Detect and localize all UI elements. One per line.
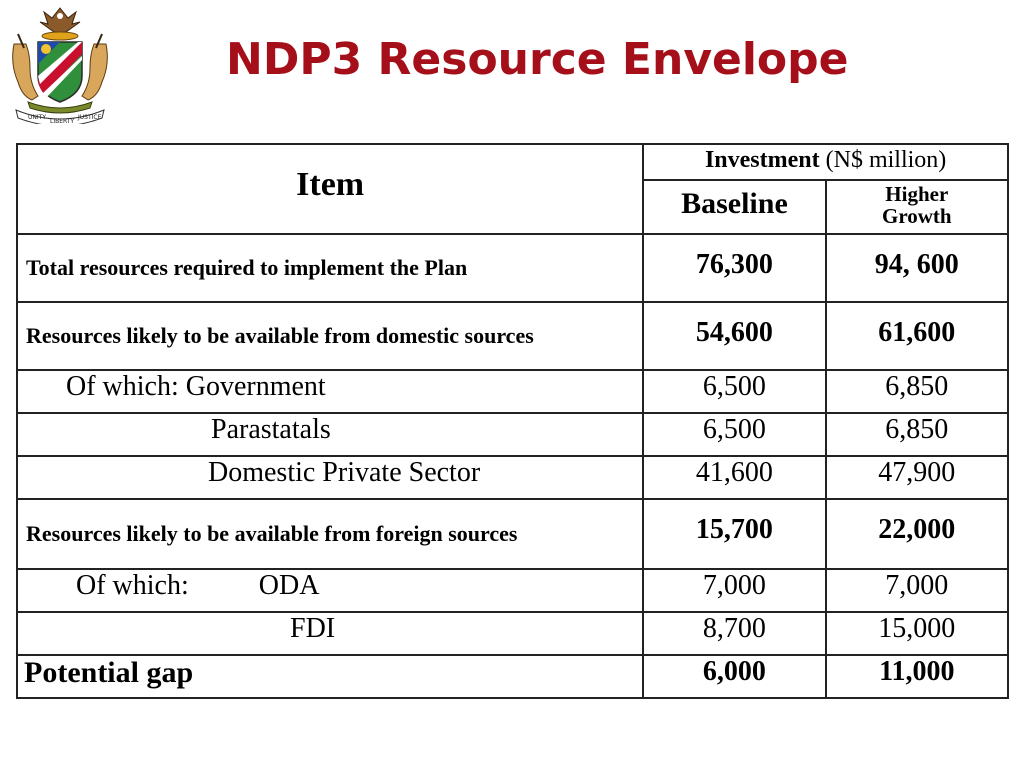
row-higher: 11,000: [826, 655, 1008, 698]
row-higher: 7,000: [826, 569, 1008, 612]
row-label: Parastatals: [17, 413, 643, 456]
table-row: [17, 370, 1008, 413]
row-higher: 94, 600: [826, 234, 1008, 302]
table-row: [17, 569, 1008, 612]
row-higher: 47,900: [826, 456, 1008, 499]
row-baseline: 41,600: [643, 456, 825, 499]
header-item: Item: [17, 144, 643, 234]
row-baseline: 7,000: [643, 569, 825, 612]
row-baseline: 6,000: [643, 655, 825, 698]
table-row: [17, 499, 1008, 569]
namibia-coat-of-arms-icon: [4, 4, 116, 124]
row-label: Domestic Private Sector: [17, 456, 643, 499]
row-higher: 6,850: [826, 370, 1008, 413]
svg-text:LIBERTY: LIBERTY: [50, 118, 75, 124]
row-higher: 6,850: [826, 413, 1008, 456]
slide-title: NDP3 Resource Envelope: [226, 34, 849, 85]
row-higher: 22,000: [826, 499, 1008, 569]
header-higher-growth: [826, 180, 1008, 234]
row-label: Of which: Government: [17, 370, 643, 413]
svg-text:UNITY: UNITY: [28, 114, 46, 121]
row-baseline: 8,700: [643, 612, 825, 655]
table-row: [17, 655, 1008, 698]
header-higher-growth-line1: Higher: [885, 182, 949, 206]
svg-text:JUSTICE: JUSTICE: [78, 114, 102, 121]
row-label: Resources likely to be available from domestic sources: [17, 302, 643, 370]
row-label-prefix: Of which:: [76, 570, 189, 601]
header-investment: [643, 144, 1008, 180]
row-higher: 15,000: [826, 612, 1008, 655]
table-row: [17, 302, 1008, 370]
table-header-row: [17, 144, 1008, 180]
table-row: [17, 413, 1008, 456]
row-label: FDI: [17, 612, 643, 655]
header-investment-unit: (N$ million): [825, 147, 947, 173]
resource-envelope-table: [16, 143, 1009, 699]
row-label: [17, 569, 643, 612]
row-baseline: 76,300: [643, 234, 825, 302]
row-baseline: 6,500: [643, 370, 825, 413]
header-investment-label: Investment: [704, 147, 820, 173]
header-baseline: Baseline: [643, 180, 825, 234]
row-label: Total resources required to implement the Plan: [17, 234, 643, 302]
table-row: [17, 234, 1008, 302]
header-higher-growth-line2: Growth: [881, 204, 952, 228]
row-label: Potential gap: [17, 655, 643, 698]
row-label: Resources likely to be available from foreign sources: [17, 499, 643, 569]
table-row: [17, 612, 1008, 655]
row-baseline: 15,700: [643, 499, 825, 569]
row-label-text: ODA: [258, 570, 320, 601]
row-baseline: 54,600: [643, 302, 825, 370]
row-baseline: 6,500: [643, 413, 825, 456]
table-row: [17, 456, 1008, 499]
row-higher: 61,600: [826, 302, 1008, 370]
